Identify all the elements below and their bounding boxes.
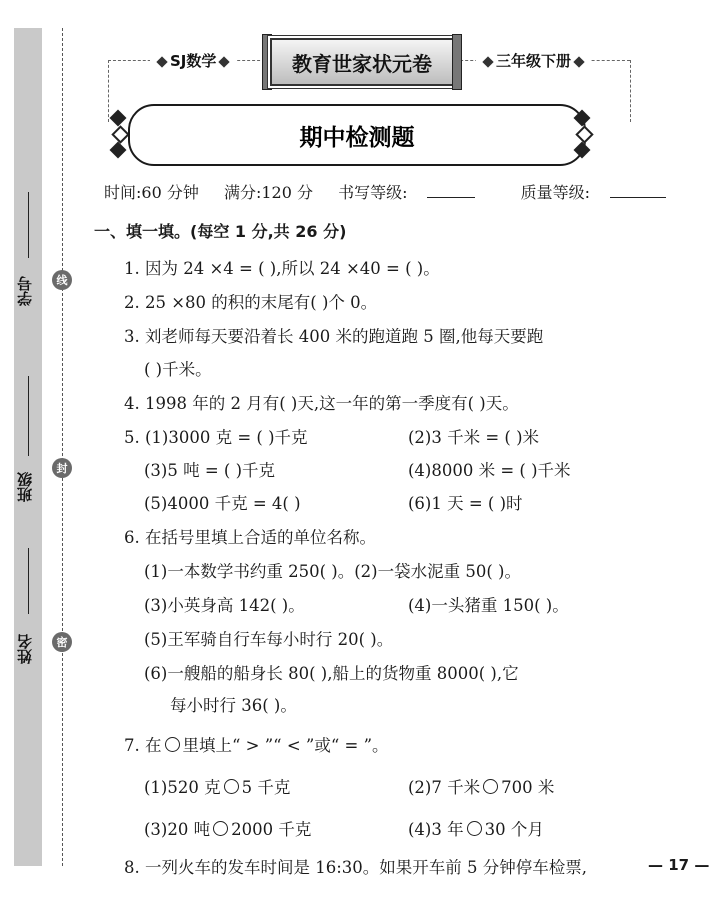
section-title: 一、填一填。(每空 1 分,共 26 分) xyxy=(94,222,347,241)
question-5-2: (2)3 千米 = ( )米 xyxy=(408,428,540,447)
seal-seal: 封 xyxy=(52,458,72,478)
question-5-5: (5)4000 千克 = 4( ) xyxy=(144,494,301,513)
grade-tag: 三年级下册 xyxy=(476,50,591,71)
compare-circle[interactable] xyxy=(213,821,228,836)
diamond-icon xyxy=(156,56,167,67)
student-id-label: 学号 xyxy=(16,276,34,306)
writing-grade: 书写等级: xyxy=(338,183,495,202)
binding-line-mid xyxy=(28,376,29,456)
question-6-6: (6)一艘船的船身长 80( ),船上的货物重 8000( ),它 xyxy=(144,664,519,683)
subject-tag: SJ数学 xyxy=(150,50,236,71)
diamond-icon xyxy=(110,110,127,127)
writing-grade-blank[interactable] xyxy=(427,185,475,198)
name-label: 姓名 xyxy=(16,634,34,664)
question-5-1: 5. (1)3000 克 = ( )千克 xyxy=(124,428,308,447)
header-dash-right-v xyxy=(630,60,631,122)
time-limit: 时间:60 分钟 xyxy=(104,183,199,202)
compare-circle[interactable] xyxy=(483,779,498,794)
binding-line-bottom xyxy=(28,548,29,614)
brand-plaque: 教育世家状元卷 xyxy=(270,38,454,86)
question-6: 6. 在括号里填上合适的单位名称。 xyxy=(124,528,376,547)
compare-circle[interactable] xyxy=(224,779,239,794)
diamond-icon xyxy=(482,56,493,67)
scroll-cap-right xyxy=(452,34,462,90)
circle-icon xyxy=(165,737,180,752)
question-6-6-cont: 每小时行 36( )。 xyxy=(170,696,297,715)
diamond-icon xyxy=(573,56,584,67)
diamond-outline-icon xyxy=(111,125,129,143)
question-4: 4. 1998 年的 2 月有( )天,这一年的第一季度有( )天。 xyxy=(124,394,519,413)
question-7-2: (2)7 千米 700 米 xyxy=(408,778,555,797)
question-5-3: (3)5 吨 = ( )千克 xyxy=(144,461,276,480)
header-dash-left-v xyxy=(108,60,109,122)
class-label: 班级 xyxy=(16,472,34,502)
binding-line-top xyxy=(28,192,29,258)
question-2: 2. 25 ×80 的积的末尾有( )个 0。 xyxy=(124,293,378,312)
page-number: — 17 — xyxy=(648,856,709,874)
diamond-icon xyxy=(219,56,230,67)
full-score: 满分:120 分 xyxy=(223,183,313,202)
question-3-cont: ( )千米。 xyxy=(144,360,212,379)
question-5-6: (6)1 天 = ( )时 xyxy=(408,494,523,513)
question-6-3: (3)小英身高 142( )。 xyxy=(144,596,305,615)
question-6-row1: (1)一本数学书约重 250( )。(2)一袋水泥重 50( )。 xyxy=(144,562,521,581)
question-6-5: (5)王军骑自行车每小时行 20( )。 xyxy=(144,630,394,649)
question-5-4: (4)8000 米 = ( )千米 xyxy=(408,461,571,480)
question-7: 7. 在 里填上“ > ”“ < ”或“ = ”。 xyxy=(124,736,389,755)
question-7-1: (1)520 克 5 千克 xyxy=(144,778,291,797)
cut-line xyxy=(62,28,63,866)
exam-info xyxy=(104,180,706,203)
diamond-icon xyxy=(110,142,127,159)
question-3: 3. 刘老师每天要沿着长 400 米的跑道跑 5 圈,他每天要跑 xyxy=(124,327,544,346)
seal-secret: 密 xyxy=(52,632,72,652)
quality-grade: 质量等级: xyxy=(521,183,686,202)
question-6-4: (4)一头猪重 150( )。 xyxy=(408,596,569,615)
question-7-3: (3)20 吨 2000 千克 xyxy=(144,820,312,839)
seal-line: 线 xyxy=(52,270,72,290)
compare-circle[interactable] xyxy=(467,821,482,836)
question-1: 1. 因为 24 ×4 = ( ),所以 24 ×40 = ( )。 xyxy=(124,259,440,278)
question-7-4: (4)3 年 30 个月 xyxy=(408,820,544,839)
quality-grade-blank[interactable] xyxy=(610,185,666,198)
question-8: 8. 一列火车的发车时间是 16:30。如果开车前 5 分钟停车检票, xyxy=(124,858,588,877)
exam-title: 期中检测题 xyxy=(128,104,586,166)
